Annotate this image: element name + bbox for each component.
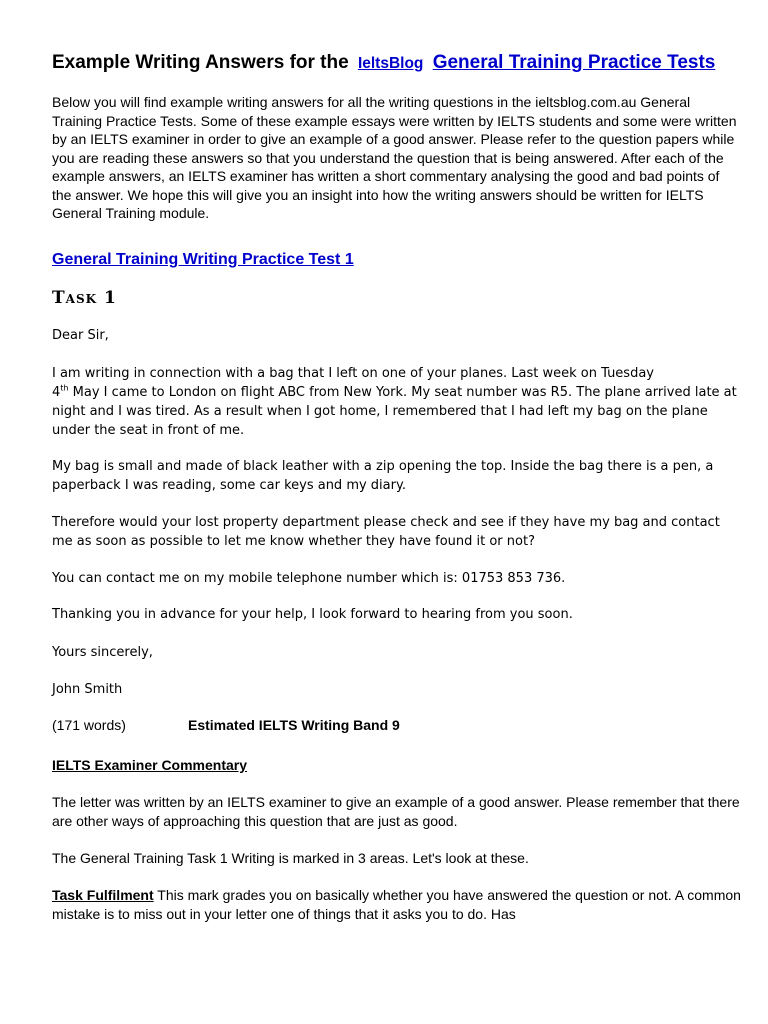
letter-p1-rest: May I came to London on flight ABC from New York. My seat number was R5. The plane arrived late at night and I was tired. As a result when I got home, I remembered that I had left my bag on the plane under the seat in front of me. xyxy=(52,385,737,438)
intro-paragraph: Below you will find example writing answers for all the writing questions in the ieltsblog.com.au General Training Practice Tests. Some of these example essays were written by IELTS students and some were written by an IELTS examiner in order to give an example of a good answer. Please refer to the question papers while you are reading these answers so that you understand the question that is being answered. After each of the example answers, an IELTS examiner has written a short commentary analysing the good and bad points of the answer. We hope this will give you an insight into how the writing answers should be written for IELTS General Training module. xyxy=(52,94,737,221)
letter-paragraph-5: Thanking you in advance for your help, I look forward to hearing from you soon. xyxy=(52,607,573,622)
letter-p1-day: 4 xyxy=(52,385,61,400)
task-fulfilment-paragraph xyxy=(52,886,742,924)
commentary-paragraph-2: The General Training Task 1 Writing is marked in 3 areas. Let's look at these. xyxy=(52,850,529,866)
letter-paragraph-3: Therefore would your lost property department please check and see if they have my bag and contact me as soon as possible to let me know whether they have found it or not? xyxy=(52,515,720,549)
task-heading: Task 1 xyxy=(52,288,117,308)
letter-paragraph-1 xyxy=(52,364,742,440)
answer-summary xyxy=(52,717,400,733)
letter-signature: John Smith xyxy=(52,682,123,697)
ieltsblog-link[interactable]: IeltsBlog xyxy=(357,55,424,72)
letter-p1-line1: I am writing in connection with a bag that I left on one of your planes. Last week on Tuesday xyxy=(52,366,654,381)
page-title xyxy=(52,52,715,74)
task-fulfilment-label: Task Fulfilment xyxy=(52,887,154,903)
commentary-paragraph-1: The letter was written by an IELTS examiner to give an example of a good answer. Please remember that there are other ways of approaching this question that are just as good. xyxy=(52,794,740,829)
task-fulfilment-text: This mark grades you on basically whether you have answered the question or not. A common mistake is to miss out in your letter one of things that it asks you to do. Has xyxy=(52,887,741,922)
commentary-heading: IELTS Examiner Commentary xyxy=(52,757,248,773)
letter-closing: Yours sincerely, xyxy=(52,645,153,660)
practice-test-1-link[interactable]: General Training Writing Practice Test 1 xyxy=(52,251,354,268)
letter-paragraph-4: You can contact me on my mobile telephone number which is: 01753 853 736. xyxy=(52,571,566,586)
word-count: (171 words) xyxy=(52,717,126,733)
title-lead: Example Writing Answers for the xyxy=(52,52,349,73)
general-training-tests-link[interactable]: General Training Practice Tests xyxy=(432,52,716,73)
letter-paragraph-2: My bag is small and made of black leather with a zip opening the top. Inside the bag there is a pen, a paperback I was reading, some car keys and my diary. xyxy=(52,459,714,493)
letter-p1-sup: th xyxy=(60,383,69,393)
letter-salutation: Dear Sir, xyxy=(52,328,109,343)
estimated-band: Estimated IELTS Writing Band 9 xyxy=(188,717,400,733)
